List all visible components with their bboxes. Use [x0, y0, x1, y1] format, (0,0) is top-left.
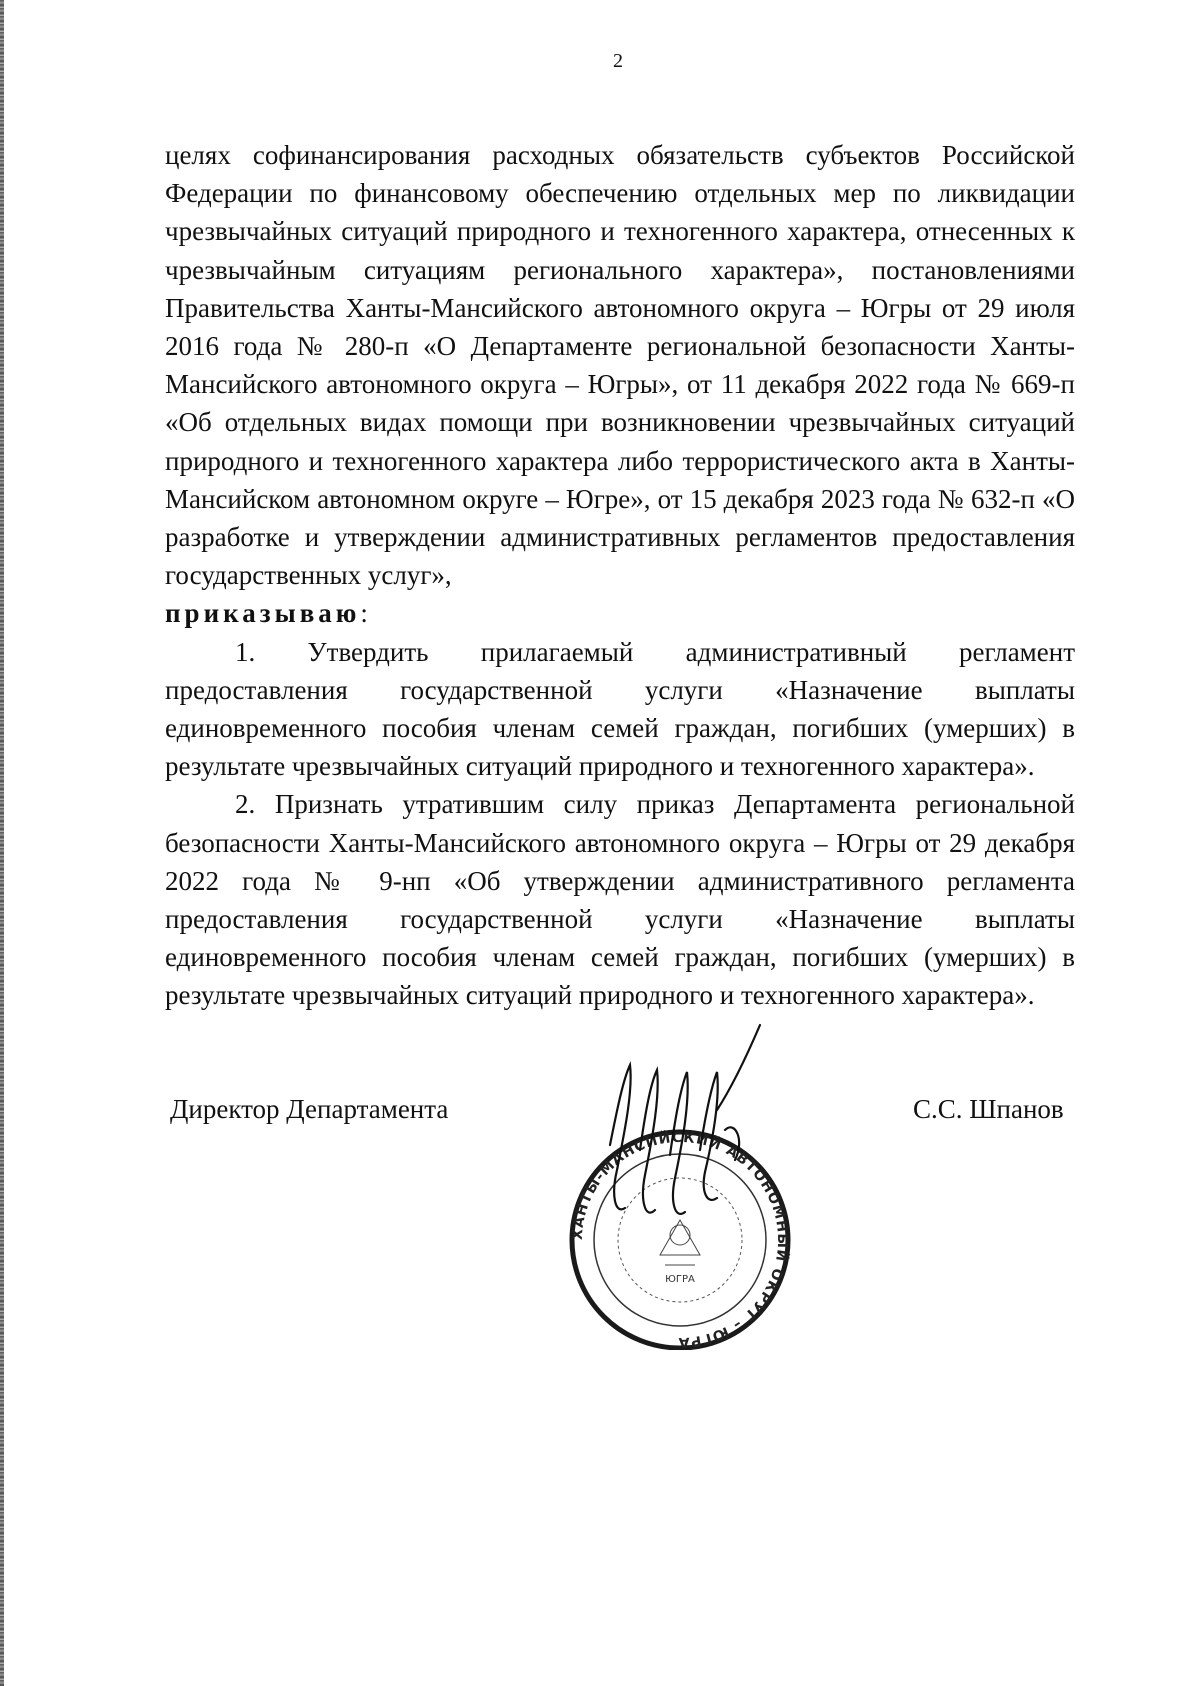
- official-seal-with-signature: [545, 1020, 815, 1350]
- signatory-role: Директор Департамента: [170, 1094, 449, 1124]
- order-keyword: приказываю: [165, 598, 361, 629]
- handwritten-signature: [610, 1025, 760, 1214]
- paragraph-preamble: [165, 136, 1075, 594]
- document-body: [165, 136, 1075, 1015]
- order-colon: :: [360, 598, 368, 629]
- seal-center-text: ЮГРА: [665, 1274, 695, 1285]
- paragraph-item-2: 2. Признать утратившим силу приказ Департамента региональной безопасности Ханты-Мансийского автономного округа – Югры от 29 декабря 2022 года № 9-нп «Об утверждении административного регламента предоставления государственной услуги «Назначение выплаты единовременного пособия членам семей граждан, погибших (умерших) в результате чрезвычайных ситуаций природного и техногенного характера».: [165, 789, 1075, 1011]
- paragraph-item-1: 1. Утвердить прилагаемый административный регламент предоставления государственной услуги «Назначение выплаты единовременного пособия членам семей граждан, погибших (умерших) в результате чрезвычайных ситуаций природного и техногенного характера».: [165, 636, 1075, 782]
- paragraph-order: [165, 594, 1075, 632]
- seal-stamp: [570, 1129, 791, 1350]
- seal-outer-text: ХАНТЫ-МАНСИЙСКИЙ АВТОНОМНЫЙ ОКРУГ – ЮГРА: [569, 1129, 791, 1350]
- signatory-name: С.С. Шпанов: [913, 1094, 1064, 1124]
- preamble-text: целях софинансирования расходных обязательств субъектов Российской Федерации по финансовому обеспечению отдельных мер по ликвидации чрезвычайных ситуаций природного и техногенного характера, отнесенных к чрезвычайным ситуациям регионального характера», постановлениями Правительства Ханты-Мансийского автономного округа – Югры от 29 июля 2016 года № 280-п «О Департаменте региональной безопасности Ханты-Мансийского автономного округа – Югры», от 11 декабря 2022 года № 669-п «Об отдельных видах помощи при возникновении чрезвычайных ситуаций природного и техногенного характера либо террористического акта в Ханты-Мансийском автономном округе – Югре», от 15 декабря 2023 года № 632-п «О разработке и утверждении административных регламентов предоставления государственных услуг»,: [165, 140, 1075, 591]
- page-number: 2: [613, 50, 623, 72]
- scan-edge: [0, 0, 4, 1686]
